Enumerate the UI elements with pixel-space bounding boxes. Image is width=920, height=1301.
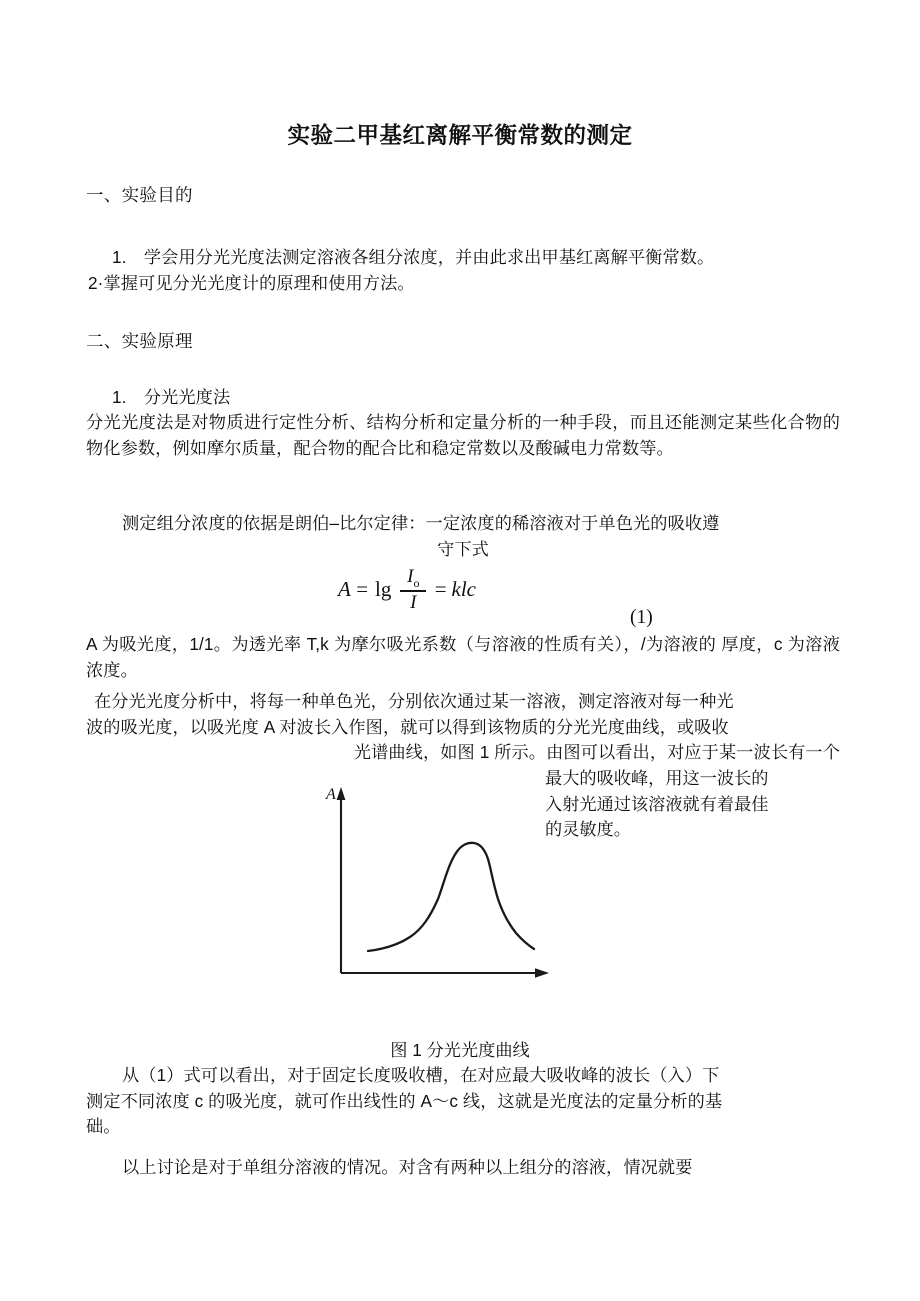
paragraph-calibration bbox=[86, 1063, 840, 1140]
definitions-line-2: 厚度，c 为溶液浓度。 bbox=[86, 634, 840, 680]
paragraph-spectrophotometry: 分光光度法是对物质进行定性分析、结构分析和定量分析的一种手段，而且还能测定某些化合物的物化参数，例如摩尔质量，配合物的配合比和稳定常数以及酸碱电力常数等。 bbox=[86, 412, 840, 458]
objective-item-2: 2·掌握可见分光光度计的原理和使用方法。 bbox=[88, 273, 415, 293]
formula-equals-2: = bbox=[433, 577, 448, 602]
absorption-curve-svg bbox=[306, 783, 561, 983]
analysis-line-3: 光谱曲线，如图 1 所示。由图可以看出，对应于某一波长有一个 bbox=[353, 742, 840, 762]
figure-caption: 图 1 分光光度曲线 bbox=[390, 1040, 530, 1060]
figure-y-axis-label: A bbox=[326, 786, 336, 803]
objective-item-1: 1. 学会用分光光度法测定溶液各组分浓度，并由此求出甲基红离解平衡常数。 bbox=[112, 247, 715, 267]
formula-denominator: I bbox=[410, 591, 417, 613]
paragraph-lambert-beer bbox=[86, 511, 840, 562]
formula-lambert-beer bbox=[338, 567, 476, 613]
analysis-right-line-3: 的灵敏度。 bbox=[545, 819, 631, 839]
calibration-line-2: 测定不同浓度 c 的吸光度，就可作出线性的 A～c 线，这就是光度法的定量分析的基 bbox=[86, 1090, 723, 1111]
formula-numerator: $I_o$ bbox=[407, 566, 420, 590]
section-heading-objectives: 一、实验目的 bbox=[86, 185, 193, 205]
paragraph-symbol-definitions bbox=[86, 632, 840, 683]
calibration-line-1: 从（1）式可以看出，对于固定长度吸收槽，在对应最大吸收峰的波长（入）下 bbox=[122, 1065, 720, 1085]
analysis-right-line-2: 入射光通过该溶液就有着最佳 bbox=[545, 793, 769, 814]
equation-number: (1) bbox=[630, 607, 653, 628]
formula-lhs: A bbox=[338, 577, 351, 602]
formula-fraction bbox=[400, 567, 426, 613]
y-axis-arrowhead bbox=[337, 787, 346, 800]
lambert-line-1: 测定组分浓度的依据是朗伯–比尔定律：一定浓度的稀溶液对于单色光的吸收遵 bbox=[122, 513, 720, 533]
page-title: 实验二甲基红离解平衡常数的测定 bbox=[287, 123, 633, 148]
definitions-line-1: A 为吸光度，1/1。为透光率 T,k 为摩尔吸光系数（与溶液的性质有关），/为溶液的 bbox=[86, 634, 717, 654]
analysis-line-1: 在分光光度分析中，将每一种单色光，分别依次通过某一溶液，测定溶液对每一种光 bbox=[94, 691, 734, 711]
calibration-line-3: 础。 bbox=[86, 1116, 121, 1136]
formula-equals: = bbox=[354, 577, 369, 602]
section-heading-principle: 二、实验原理 bbox=[86, 331, 193, 351]
paragraph-analysis bbox=[86, 689, 840, 766]
lambert-line-2: 守下式 bbox=[437, 538, 489, 559]
x-axis-arrowhead bbox=[535, 968, 549, 978]
formula-rhs: klc bbox=[451, 577, 476, 602]
paragraph-analysis-right bbox=[545, 766, 841, 843]
principle-subheading: 1. 分光光度法 bbox=[112, 387, 231, 407]
formula-numerator-subscript: o bbox=[413, 575, 420, 590]
analysis-right-line-1: 最大的吸收峰，用这一波长的 bbox=[545, 768, 769, 788]
figure-absorption-curve bbox=[306, 783, 561, 983]
paragraph-multicomponent: 以上讨论是对于单组分溶液的情况。对含有两种以上组分的溶液，情况就要 bbox=[122, 1157, 693, 1177]
formula-log: lg bbox=[375, 577, 392, 602]
analysis-line-2: 波的吸光度，以吸光度 A 对波长入作图，就可以得到该物质的分光光度曲线，或吸收 bbox=[86, 716, 729, 737]
absorption-curve-path bbox=[368, 843, 534, 951]
